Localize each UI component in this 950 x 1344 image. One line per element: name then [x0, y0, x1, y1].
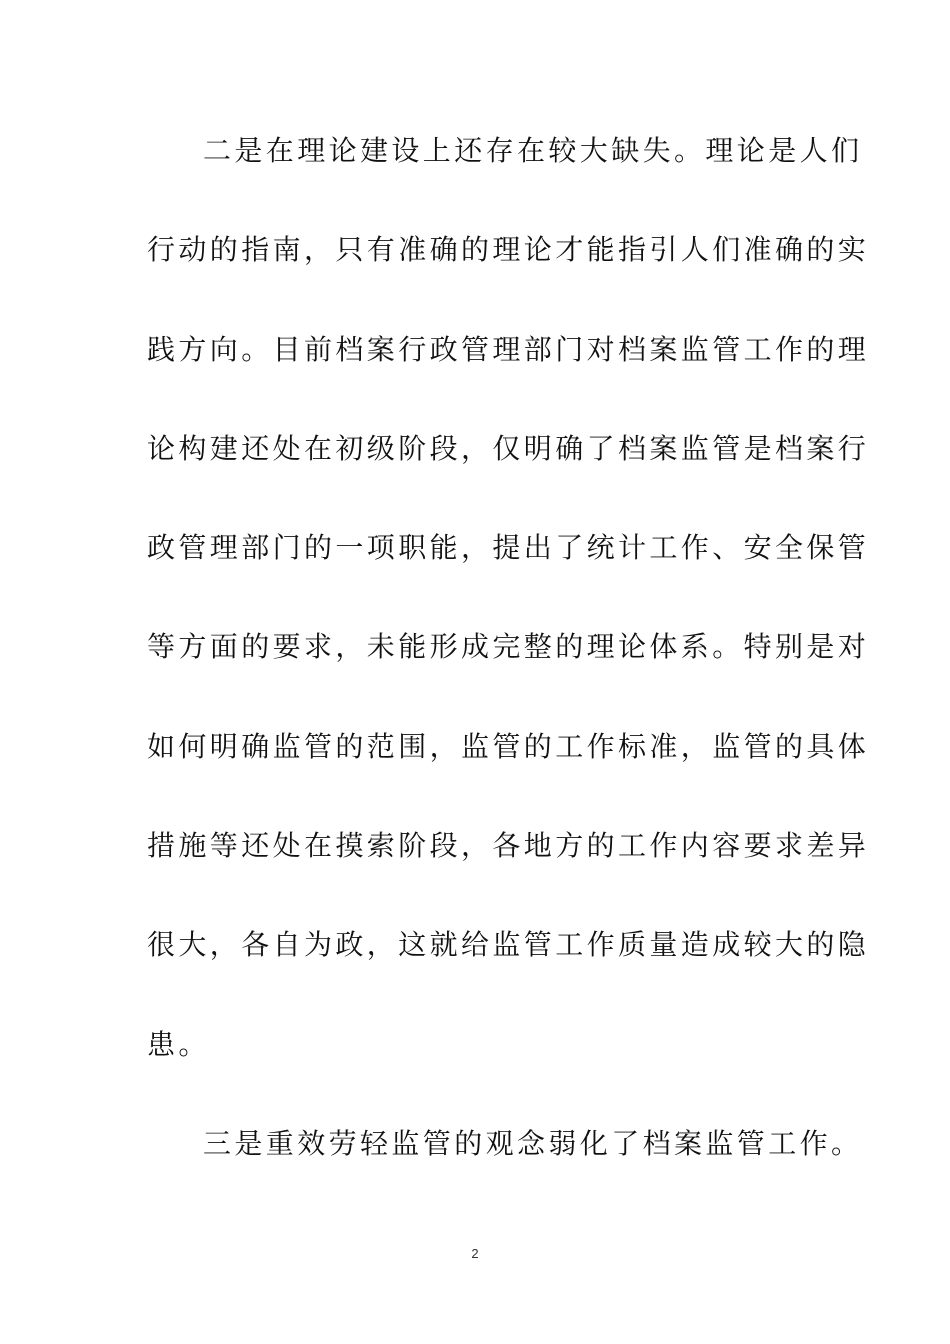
- paragraph-1-line-1: 二是在理论建设上还存在较大缺失。理论是人们: [203, 134, 863, 167]
- paragraph-1-line-8: 措施等还处在摸索阶段，各地方的工作内容要求差异: [147, 829, 870, 862]
- paragraph-1-line-2: 行动的指南，只有准确的理论才能指引人们准确的实: [147, 233, 870, 266]
- paragraph-2-line-1: 三是重效劳轻监管的观念弱化了档案监管工作。: [203, 1127, 863, 1160]
- paragraph-1-line-4: 论构建还处在初级阶段，仅明确了档案监管是档案行: [147, 432, 870, 465]
- paragraph-1-line-9: 很大，各自为政，这就给监管工作质量造成较大的隐: [147, 928, 870, 961]
- paragraph-1-line-5: 政管理部门的一项职能，提出了统计工作、安全保管: [147, 531, 870, 564]
- page-number: 2: [471, 1246, 479, 1261]
- paragraph-1-line-7: 如何明确监管的范围，监管的工作标准，监管的具体: [147, 730, 870, 763]
- paragraph-1-line-6: 等方面的要求，未能形成完整的理论体系。特别是对: [147, 630, 870, 663]
- paragraph-1-line-3: 践方向。目前档案行政管理部门对档案监管工作的理: [147, 333, 870, 366]
- paragraph-1-line-10: 患。: [147, 1028, 210, 1061]
